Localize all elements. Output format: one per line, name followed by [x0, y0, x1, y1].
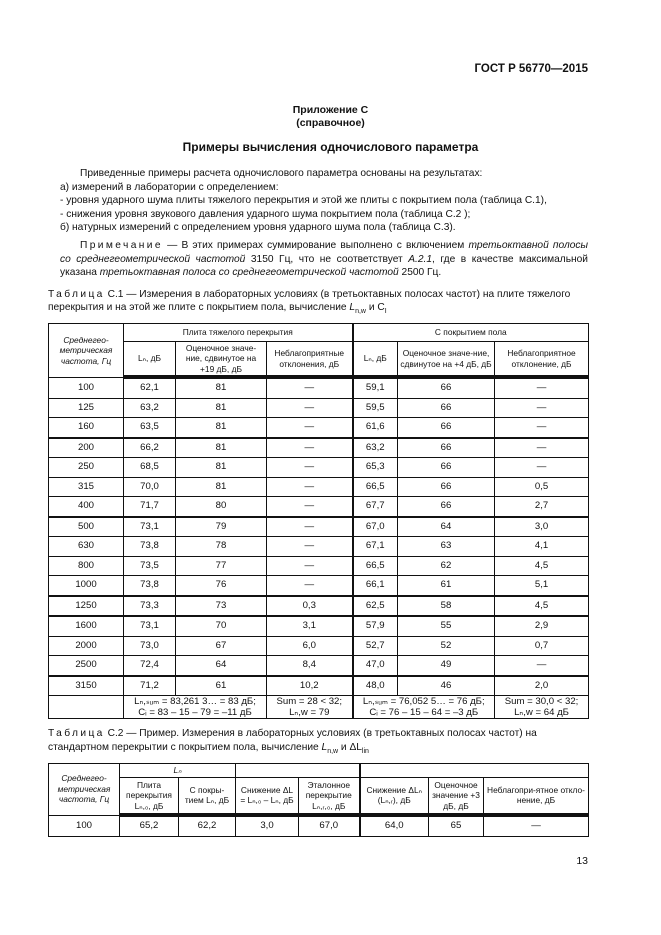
caption-sub: n,w: [355, 308, 366, 316]
table-cell: 3,1: [267, 616, 353, 636]
table-row: [49, 556, 589, 576]
note-text: 3150 Гц, что не соответствует: [245, 253, 409, 265]
table-cell: 73,0: [124, 636, 176, 656]
table-c2: [48, 763, 589, 838]
table-cell: 2,7: [495, 497, 589, 517]
table-cell: 66,2: [124, 438, 176, 458]
table-cell: 100: [49, 377, 124, 398]
summary-text: Sum = 30,0 < 32;: [504, 696, 579, 708]
table-cell: 63: [398, 537, 495, 557]
summary-text: Lₙ,ₛᵤₘ = 83,261 3… = 83 дБ;: [134, 696, 256, 708]
summary-text: Cᵢ = 83 – 15 – 79 = –11 дБ: [138, 707, 252, 719]
intro-line: - уровня ударного шума плиты тяжелого перекрытия и этой же плиты с покрытием пола (таблица С.1),: [60, 195, 547, 207]
table-cell: 100: [49, 815, 120, 837]
caption-sub: I: [384, 308, 387, 316]
summary-slab-rating: [267, 696, 353, 719]
header-ln-group: Lₙ: [120, 763, 236, 777]
caption-label: Таблица: [48, 288, 105, 300]
table-cell: 0,3: [267, 596, 353, 617]
header-ln: Lₙ, дБ: [124, 341, 176, 377]
note: [60, 239, 588, 280]
table-cell: 2500: [49, 656, 124, 676]
table-cell: —: [495, 418, 589, 438]
table-cell: —: [495, 656, 589, 676]
intro-text: [60, 167, 588, 235]
annex-title: Приложение С: [292, 104, 369, 116]
caption-sub: lin: [361, 748, 369, 756]
table-row: [49, 656, 589, 676]
table-cell: 62: [398, 556, 495, 576]
table-cell: 79: [176, 517, 267, 537]
table-cell: 46: [398, 676, 495, 696]
table1-caption: [48, 288, 588, 319]
table-cell: 64,0: [360, 815, 429, 837]
table-cell: 6,0: [267, 636, 353, 656]
table-cell: 73,1: [124, 517, 176, 537]
summary-empty: [49, 696, 124, 719]
table-cell: 66: [398, 458, 495, 478]
note-label: Примечание: [80, 239, 163, 251]
table-cell: 3,0: [495, 517, 589, 537]
table-cell: 0,5: [495, 477, 589, 497]
intro-line: - снижения уровня звукового давления ударного шума покрытием пола (таблица С.2 );: [60, 208, 471, 220]
table-cell: 61: [176, 676, 267, 696]
table-cell: 59,1: [353, 377, 398, 398]
table-cell: 64: [176, 656, 267, 676]
note-text: 2500 Гц.: [398, 267, 442, 279]
table-cell: 4,5: [495, 596, 589, 617]
table-cell: 65,3: [353, 458, 398, 478]
table-row: [49, 398, 589, 418]
table-cell: 61: [398, 576, 495, 596]
table-cell: 76: [176, 576, 267, 596]
header-reference: Эталонное перекрытие Lₙ,ᵣ,₀, дБ: [299, 777, 360, 815]
summary-text: Lₙ,w = 79: [289, 707, 330, 719]
table-cell: 3150: [49, 676, 124, 696]
table-cell: 67,0: [353, 517, 398, 537]
table-cell: 66,5: [353, 556, 398, 576]
caption-text: С.1 — Измерения в лабораторных условиях (в третьоктавных полосах частот) на плите тяжелого перекрытия и на этой же плите с покрытием пола, вычисление: [48, 288, 571, 314]
table-cell: 62,2: [179, 815, 236, 837]
header-reduction: Снижение ΔL = Lₙ,₀ – Lₙ, дБ: [236, 777, 299, 815]
table-row: [49, 576, 589, 596]
table-cell: —: [267, 438, 353, 458]
table-cell: 58: [398, 596, 495, 617]
note-italic: третьоктавной полосы со среднегеометрической частотой: [60, 239, 588, 265]
table-cell: 80: [176, 497, 267, 517]
caption-sub: n,w: [327, 748, 339, 756]
table-cell: 500: [49, 517, 124, 537]
table-row: [49, 438, 589, 458]
note-text: , где в качестве максимальной указана: [60, 253, 588, 279]
page-content: [48, 62, 588, 868]
caption-text: и C: [366, 302, 385, 314]
table-cell: —: [267, 576, 353, 596]
table-cell: —: [495, 438, 589, 458]
table-cell: 73: [176, 596, 267, 617]
table-row: [49, 517, 589, 537]
table-cell: 77: [176, 556, 267, 576]
table-cell: 49: [398, 656, 495, 676]
section-title: Примеры вычисления одночислового параметра: [182, 140, 479, 154]
table-cell: 71,2: [124, 676, 176, 696]
table-cell: 64: [398, 517, 495, 537]
header-frequency: Среднегео-метрическая частота, Гц: [49, 763, 120, 815]
summary-text: Lₙ,ₛᵤₘ = 76,052 5… = 76 дБ;: [362, 696, 485, 708]
table-cell: —: [495, 377, 589, 398]
intro-line: б) натурных измерений с определением уровня ударного шума пола (таблица С.3).: [60, 222, 456, 234]
table-cell: 2,9: [495, 616, 589, 636]
table-cell: 81: [176, 458, 267, 478]
table-cell: 67: [176, 636, 267, 656]
header-empty-group: [360, 763, 589, 777]
table-cell: —: [484, 815, 589, 837]
table-cell: 67,1: [353, 537, 398, 557]
table-cell: 66: [398, 497, 495, 517]
table-cell: 1000: [49, 576, 124, 596]
note-italic: А.2.1: [408, 253, 433, 265]
table2-caption: [48, 727, 588, 758]
table-cell: 3,0: [236, 815, 299, 837]
table-cell: 63,2: [124, 398, 176, 418]
table-cell: —: [267, 517, 353, 537]
table-cell: —: [267, 458, 353, 478]
table-cell: 81: [176, 438, 267, 458]
table-cell: 65: [429, 815, 484, 837]
table-cell: 4,5: [495, 556, 589, 576]
table-cell: 10,2: [267, 676, 353, 696]
table-row: [49, 636, 589, 656]
note-text: — В этих примерах суммирование выполнено с включением: [162, 239, 469, 251]
table-cell: 630: [49, 537, 124, 557]
header-ln-covered: Lₙ, дБ: [353, 341, 398, 377]
table-cell: 66: [398, 377, 495, 398]
table-cell: 4,1: [495, 537, 589, 557]
intro-line: а) измерений в лаборатории с определением:: [60, 181, 279, 193]
table-row: [49, 676, 589, 696]
table-row: [49, 418, 589, 438]
table-cell: 59,5: [353, 398, 398, 418]
summary-covered-sum: [353, 696, 495, 719]
table-cell: 81: [176, 418, 267, 438]
table-cell: 315: [49, 477, 124, 497]
header-deviation: Неблагопри-ятное откло-нение, дБ: [484, 777, 589, 815]
table-cell: —: [267, 377, 353, 398]
table-cell: 5,1: [495, 576, 589, 596]
table-cell: 66: [398, 398, 495, 418]
table-cell: 47,0: [353, 656, 398, 676]
caption-symbol: L: [321, 742, 328, 754]
table-row: [49, 616, 589, 636]
table-cell: 0,7: [495, 636, 589, 656]
table-cell: 81: [176, 477, 267, 497]
annex-subtitle: (справочное): [296, 117, 365, 129]
table-cell: 67,7: [353, 497, 398, 517]
table-row: [49, 458, 589, 478]
table-row: [49, 815, 589, 837]
table-cell: 70,0: [124, 477, 176, 497]
table-cell: 66,5: [353, 477, 398, 497]
table-cell: 66,1: [353, 576, 398, 596]
table-cell: 62,5: [353, 596, 398, 617]
header-frequency: Среднегео-метрическая частота, Гц: [49, 323, 124, 377]
table-cell: 52: [398, 636, 495, 656]
table-cell: —: [267, 418, 353, 438]
table-cell: 63,2: [353, 438, 398, 458]
header-deviation: Неблагоприятные отклонения, дБ: [267, 341, 353, 377]
table-cell: 57,9: [353, 616, 398, 636]
caption-text: и ΔL: [338, 742, 362, 754]
table-cell: —: [267, 556, 353, 576]
header-ref-19: Оценочное значе-ние, сдвинутое на +19 дБ, дБ: [176, 341, 267, 377]
table-c1: [48, 323, 589, 720]
header-ref-4: Оценочное значе-ние, сдвинутое на +4 дБ, дБ: [398, 341, 495, 377]
standard-number: ГОСТ Р 56770—2015: [474, 63, 588, 75]
table-cell: 8,4: [267, 656, 353, 676]
table-row: [49, 497, 589, 517]
caption-text: С.2 — Пример. Измерения в лабораторных условиях (в третьоктавных полосах частот) на стандартном перекрытии с покрытием пола, вычисление: [48, 728, 537, 754]
table-cell: —: [267, 477, 353, 497]
table-cell: 52,7: [353, 636, 398, 656]
table-cell: 72,4: [124, 656, 176, 676]
table-row: [49, 596, 589, 617]
table-cell: 400: [49, 497, 124, 517]
header-reduction-ref: Снижение ΔLₙ (Lₙ,ᵣ), дБ: [360, 777, 429, 815]
table-cell: 71,7: [124, 497, 176, 517]
table-cell: 73,5: [124, 556, 176, 576]
table-cell: 62,1: [124, 377, 176, 398]
table-cell: 1600: [49, 616, 124, 636]
table-cell: 1250: [49, 596, 124, 617]
header-ref-3: Оценочное значение +3 дБ, дБ: [429, 777, 484, 815]
table-cell: 2000: [49, 636, 124, 656]
table-cell: 81: [176, 377, 267, 398]
table-cell: 66: [398, 438, 495, 458]
table-cell: —: [267, 497, 353, 517]
table-cell: 65,2: [120, 815, 179, 837]
table-cell: 48,0: [353, 676, 398, 696]
summary-row: [49, 696, 589, 719]
table-cell: 73,1: [124, 616, 176, 636]
table-cell: 66: [398, 477, 495, 497]
caption-symbol: L: [349, 302, 356, 314]
table-cell: —: [267, 398, 353, 418]
summary-slab-sum: [124, 696, 267, 719]
header-covered: С покры-тием Lₙ, дБ: [179, 777, 236, 815]
header-group-covered: С покрытием пола: [353, 323, 589, 341]
table-cell: 66: [398, 418, 495, 438]
table-cell: 2,0: [495, 676, 589, 696]
table-cell: 78: [176, 537, 267, 557]
header-deviation-covered: Неблагоприятное отклонение, дБ: [495, 341, 589, 377]
table-cell: 250: [49, 458, 124, 478]
note-italic: третьоктавная полоса со среднегеометрической частотой: [99, 267, 399, 279]
table-cell: 55: [398, 616, 495, 636]
summary-text: Lₙ,w = 64 дБ: [514, 707, 569, 719]
table-cell: 68,5: [124, 458, 176, 478]
header-group-slab: Плита тяжелого перекрытия: [124, 323, 353, 341]
page-number: 13: [576, 855, 588, 868]
header-empty-group: [236, 763, 360, 777]
table-row: [49, 477, 589, 497]
table-cell: 160: [49, 418, 124, 438]
summary-text: Cᵢ = 76 – 15 – 64 = –3 дБ: [369, 707, 479, 719]
table-row: [49, 537, 589, 557]
table-cell: 63,5: [124, 418, 176, 438]
table-cell: 200: [49, 438, 124, 458]
table-cell: 67,0: [299, 815, 360, 837]
table-cell: 81: [176, 398, 267, 418]
caption-label: Таблица: [48, 728, 105, 740]
table-cell: —: [267, 537, 353, 557]
header-slab: Плита перекрытия Lₙ,₀, дБ: [120, 777, 179, 815]
summary-covered-rating: [495, 696, 589, 719]
table-row: [49, 377, 589, 398]
table-cell: 61,6: [353, 418, 398, 438]
table-cell: 73,3: [124, 596, 176, 617]
table-cell: —: [495, 458, 589, 478]
summary-text: Sum = 28 < 32;: [276, 696, 343, 708]
intro-line: Приведенные примеры расчета одночислового параметра основаны на результатах:: [80, 168, 483, 179]
table-cell: —: [495, 398, 589, 418]
table-cell: 125: [49, 398, 124, 418]
table-cell: 70: [176, 616, 267, 636]
table-cell: 800: [49, 556, 124, 576]
table-cell: 73,8: [124, 537, 176, 557]
table-cell: 73,8: [124, 576, 176, 596]
